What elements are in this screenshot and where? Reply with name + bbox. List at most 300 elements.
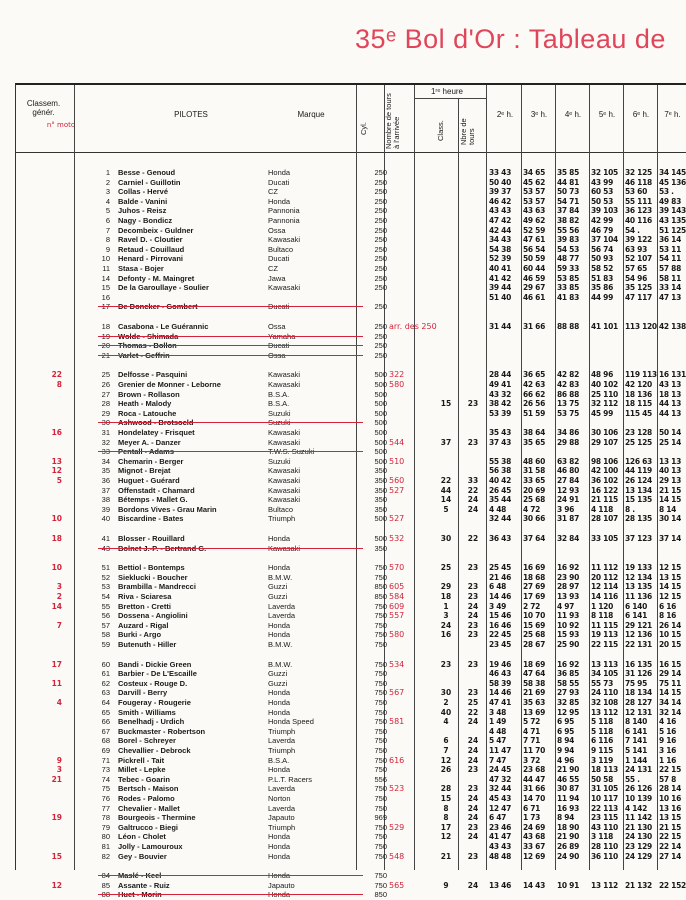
nbre-tours-cell: 23 <box>467 437 479 447</box>
hour-cell: 4 72 <box>523 504 541 514</box>
hour-cell: 28 14 <box>659 784 681 794</box>
hour-cell: 18 90 <box>557 822 579 832</box>
hour-cell: 29 121 <box>625 620 652 630</box>
table-row <box>16 889 686 900</box>
hour-cell: 12 15 <box>659 563 681 573</box>
hour-cell: 60 44 <box>523 264 545 273</box>
hour-cell: 18 136 <box>625 389 652 399</box>
moto-number-cell: 43 <box>101 543 110 553</box>
header-class: Class. <box>436 120 445 141</box>
hour-cell: 50 93 <box>591 254 613 264</box>
hour-cell: 18 68 <box>523 572 545 582</box>
hour-cell: 54 38 <box>489 244 511 254</box>
hour-cell: 16 93 <box>557 803 579 813</box>
nbre-tours-cell: 24 <box>467 495 479 505</box>
tours-cell: 523 <box>389 784 405 794</box>
marque-cell: B.M.W. <box>268 640 293 649</box>
hour-cell: 63 93 <box>625 244 647 254</box>
tours-cell: 527 <box>389 514 405 524</box>
hour-cell: 12 134 <box>625 572 652 582</box>
hour-cell: 5 16 <box>659 726 677 736</box>
hour-cell: 14 46 <box>489 688 511 698</box>
cyl-cell: 250 <box>374 341 387 351</box>
hour-cell: 10 91 <box>557 880 579 890</box>
marque-cell: Triumph <box>268 822 296 832</box>
hour-cell: 42 99 <box>591 216 613 225</box>
hour-cell: 28 127 <box>625 698 652 707</box>
pilotes-cell: Smith - Williams <box>118 707 176 717</box>
hour-cell: 4 48 <box>489 504 507 514</box>
hour-cell: 52 59 <box>523 225 545 235</box>
hour-cell: 20 69 <box>523 485 545 495</box>
moto-number-cell: 62 <box>101 678 110 688</box>
hour-cell: 36 65 <box>523 370 545 380</box>
rank-cell: 21 <box>51 774 62 784</box>
moto-number-cell: 84 <box>101 871 110 881</box>
nbre-tours-cell: 24 <box>467 717 479 727</box>
marque-cell: Honda <box>268 832 291 842</box>
hour-cell: 36 102 <box>591 476 618 485</box>
hour-cell: 49 83 <box>659 196 681 206</box>
hour-cell: 41 42 <box>489 273 511 283</box>
class-cell: 12 <box>440 832 452 842</box>
cyl-cell: 750 <box>374 572 387 582</box>
class-cell: 28 <box>440 784 452 794</box>
class-cell: 12 <box>440 755 452 765</box>
moto-number-cell: 67 <box>101 726 110 736</box>
nbre-tours-cell: 24 <box>467 794 479 803</box>
pilotes-cell: Bordons Vives - Grau Marin <box>118 504 217 514</box>
moto-number-cell: 4 <box>105 196 110 206</box>
hour-cell: 4 118 <box>591 504 613 514</box>
class-cell: 9 <box>443 880 449 890</box>
hour-cell: 11 115 <box>591 620 618 630</box>
hour-cell: 8 16 <box>659 611 677 621</box>
hour-cell: 42 83 <box>557 380 579 389</box>
moto-number-cell: 59 <box>101 640 110 649</box>
cyl-cell: 350 <box>374 476 387 485</box>
marque-cell: Guzzi <box>268 669 288 679</box>
cyl-cell: 500 <box>374 447 387 457</box>
hour-cell: 9 94 <box>557 746 575 755</box>
hour-cell: 46 42 <box>489 196 511 206</box>
tours-cell: 565 <box>389 880 405 890</box>
moto-number-cell: 79 <box>101 822 110 832</box>
marque-cell: Norton <box>268 794 291 803</box>
marque-cell: Honda <box>268 842 291 851</box>
hour-cell: 44 119 <box>625 466 652 476</box>
marque-cell: Honda <box>268 871 291 881</box>
pilotes-cell: Roca - Latouche <box>118 408 177 418</box>
hour-cell: 18 13 <box>659 389 681 399</box>
hour-cell: 13 113 <box>591 659 618 669</box>
pilotes-cell: Bettiol - Bontemps <box>118 563 185 573</box>
hour-cell: 13 46 <box>489 880 511 890</box>
hour-cell: 23 45 <box>489 640 511 649</box>
hour-cell: 33 65 <box>523 476 545 485</box>
marque-cell: Kawasaki <box>268 428 301 437</box>
nbre-tours-cell: 23 <box>467 659 479 669</box>
hour-cell: 28 135 <box>625 514 652 524</box>
hour-cell: 48 77 <box>557 254 579 264</box>
cyl-cell: 350 <box>374 543 387 553</box>
moto-number-cell: 3 <box>105 187 110 197</box>
cyl-cell: 750 <box>374 755 387 765</box>
hour-cell: 11 94 <box>557 794 579 803</box>
marque-cell: Honda <box>268 688 291 698</box>
hour-cell: 24 91 <box>557 495 579 505</box>
moto-number-cell: 33 <box>101 447 110 457</box>
hour-cell: 24 110 <box>591 688 618 698</box>
hour-cell: 37 123 <box>625 534 652 543</box>
cyl-cell: 250 <box>374 235 387 245</box>
moto-number-cell: 74 <box>101 774 110 784</box>
moto-number-cell: 35 <box>101 466 110 476</box>
pilotes-cell: Mignot - Brejat <box>118 466 171 476</box>
hour-cell: 41 83 <box>557 292 579 302</box>
hour-cell: 43 135 <box>659 216 686 225</box>
hour-cell: 56 74 <box>591 244 613 254</box>
pilotes-cell: Auzard - Rigal <box>118 620 169 630</box>
hour-cell: 10 15 <box>659 630 681 640</box>
hour-cell: 32 125 <box>625 168 652 177</box>
hour-cell: 5 72 <box>523 717 541 727</box>
hour-cell: 13 75 <box>557 399 579 409</box>
pilotes-cell: Bolnet J.-P. - Bertrand G. <box>118 543 207 553</box>
pilotes-cell: De Doncker - Gombert <box>118 302 198 312</box>
class-cell: 16 <box>440 630 452 640</box>
hour-cell: 25 110 <box>591 389 618 399</box>
pilotes-cell: Pentall - Adams <box>118 447 174 457</box>
hour-cell: 47 117 <box>625 292 652 302</box>
hour-cell: 30 106 <box>591 428 618 437</box>
pilotes-cell: Tebec - Goarin <box>118 774 170 784</box>
cyl-cell: 850 <box>374 890 387 900</box>
hour-cell: 40 13 <box>659 466 681 476</box>
hour-cell: 18 115 <box>625 399 652 409</box>
moto-number-cell: 18 <box>101 322 110 331</box>
cyl-cell: 750 <box>374 851 387 861</box>
pilotes-cell: Borel - Schreyer <box>118 736 176 746</box>
hour-cell: 38 42 <box>489 399 511 409</box>
moto-number-cell: 14 <box>101 273 110 283</box>
pilotes-cell: Benelhadj - Urdich <box>118 717 185 727</box>
hour-cell: 12 93 <box>557 485 579 495</box>
hour-cell: 55 38 <box>489 456 511 466</box>
hour-cell: 23 128 <box>625 428 652 437</box>
hour-cell: 23 115 <box>591 813 618 823</box>
cyl-cell: 750 <box>374 717 387 727</box>
hour-cell: 24 130 <box>625 832 652 842</box>
marque-cell: Honda <box>268 698 291 707</box>
header-hour-2: 2ᵉ h. <box>496 110 514 119</box>
hour-cell: 5 141 <box>625 746 647 755</box>
moto-number-cell: 81 <box>101 842 110 851</box>
pilotes-cell: Maslé - Keel <box>118 871 162 881</box>
moto-number-cell: 63 <box>101 688 110 698</box>
hour-cell: 7 47 <box>489 755 507 765</box>
hour-cell: 3 16 <box>659 746 677 755</box>
hour-cell: 41 47 <box>489 832 511 842</box>
pilotes-cell: Barbier - De L'Escaille <box>118 669 197 679</box>
hour-cell: 14 43 <box>523 880 545 890</box>
moto-number-cell: 60 <box>101 659 110 669</box>
hour-cell: 119 113 <box>625 370 657 380</box>
hour-cell: 33 85 <box>557 283 579 293</box>
cyl-cell: 250 <box>374 302 387 312</box>
hour-cell: 4 71 <box>523 726 541 736</box>
cyl-cell: 750 <box>374 620 387 630</box>
moto-number-cell: 25 <box>101 370 110 380</box>
hour-cell: 24 69 <box>523 822 545 832</box>
hour-cell: 22 14 <box>659 842 681 851</box>
hour-cell: 15 46 <box>489 611 511 621</box>
table-header <box>16 85 686 153</box>
hour-cell: 27 69 <box>523 582 545 592</box>
hour-cell: 12 114 <box>591 582 618 592</box>
hour-cell: 1 16 <box>659 755 677 765</box>
rank-cell: 10 <box>51 563 62 573</box>
hour-cell: 15 69 <box>523 620 545 630</box>
hour-cell: 43 63 <box>523 206 545 216</box>
hour-cell: 25 68 <box>523 630 545 640</box>
hour-cell: 16 122 <box>591 485 618 495</box>
hour-cell: 10 16 <box>659 794 681 803</box>
hour-cell: 11 93 <box>557 611 579 621</box>
hour-cell: 39 83 <box>557 235 579 245</box>
cyl-cell: 750 <box>374 707 387 717</box>
moto-number-cell: 31 <box>101 428 110 437</box>
pilotes-cell: Biscardine - Bates <box>118 514 184 524</box>
cyl-cell: 250 <box>374 206 387 216</box>
marque-cell: Honda <box>268 168 291 177</box>
rank-cell: 15 <box>51 851 62 861</box>
hour-cell: 40 42 <box>489 476 511 485</box>
marque-cell: Honda <box>268 196 291 206</box>
tours-cell: 616 <box>389 755 405 765</box>
moto-number-cell: 1 <box>105 168 110 177</box>
tours-cell: 580 <box>389 380 405 389</box>
hour-cell: 8 . <box>625 504 635 514</box>
hour-cell: 5 118 <box>591 726 613 736</box>
hour-cell: 56 54 <box>523 244 545 254</box>
cyl-cell: 250 <box>374 177 387 187</box>
hour-cell: 47 64 <box>523 669 545 679</box>
hour-cell: 20 15 <box>659 640 681 649</box>
hour-cell: 30 87 <box>557 784 579 794</box>
tours-cell: 609 <box>389 601 405 611</box>
hour-cell: 58 52 <box>591 264 613 273</box>
hour-cell: 6 140 <box>625 601 647 611</box>
marque-cell: Ducati <box>268 177 290 187</box>
nbre-tours-cell: 23 <box>467 851 479 861</box>
moto-number-cell: 58 <box>101 630 110 640</box>
hour-cell: 53 11 <box>659 244 681 254</box>
hour-cell: 32 84 <box>557 534 579 543</box>
marque-cell: Kawasaki <box>268 466 301 476</box>
cyl-cell: 350 <box>374 504 387 514</box>
hour-cell: 66 62 <box>523 389 545 399</box>
moto-number-cell: 65 <box>101 707 110 717</box>
hour-cell: 43 13 <box>659 380 681 389</box>
marque-cell: Honda <box>268 620 291 630</box>
hour-cell: 28 110 <box>591 842 618 851</box>
hour-cell: 19 113 <box>591 630 618 640</box>
pilotes-cell: Defonty - M. Maingret <box>118 273 195 283</box>
marque-cell: Ducati <box>268 341 290 351</box>
hour-cell: 45 62 <box>523 177 545 187</box>
hour-cell: 22 113 <box>591 803 618 813</box>
cyl-cell: 500 <box>374 428 387 437</box>
hour-cell: 21 46 <box>489 572 511 582</box>
hour-cell: 25 125 <box>625 437 652 447</box>
hour-cell: 50 73 <box>557 187 579 197</box>
hour-cell: 30 66 <box>523 514 545 524</box>
hour-cell: 18 69 <box>523 659 545 669</box>
header-no-moto: n° moto <box>46 121 76 129</box>
hour-cell: 21 132 <box>625 880 652 890</box>
marque-cell: Suzuki <box>268 418 291 428</box>
nbre-tours-cell: 23 <box>467 822 479 832</box>
moto-number-cell: 40 <box>101 514 110 524</box>
rank-cell: 10 <box>51 514 62 524</box>
hour-cell: 13 15 <box>659 813 681 823</box>
hour-cell: 8 14 <box>659 504 677 514</box>
hour-cell: 32 112 <box>591 399 618 409</box>
class-cell: 8 <box>443 813 449 823</box>
hour-cell: 31 66 <box>523 322 545 331</box>
hour-cell: 56 38 <box>489 466 511 476</box>
moto-number-cell: 16 <box>101 292 110 302</box>
nbre-tours-cell: 22 <box>467 485 479 495</box>
hour-cell: 21 15 <box>659 485 681 495</box>
tours-cell: 529 <box>389 822 405 832</box>
hour-cell: 53 . <box>659 187 674 197</box>
moto-number-cell: 85 <box>101 880 110 890</box>
moto-number-cell: 37 <box>101 485 110 495</box>
hour-cell: 53 75 <box>557 408 579 418</box>
hour-cell: 57 65 <box>625 264 647 273</box>
rank-cell: 22 <box>51 370 62 380</box>
hour-cell: 10 70 <box>523 611 545 621</box>
header-cyl: Cyl. <box>359 122 368 135</box>
hour-cell: 32 14 <box>659 707 681 717</box>
hour-cell: 32 44 <box>489 784 511 794</box>
hour-cell: 47 41 <box>489 698 511 707</box>
hour-cell: 7 141 <box>625 736 647 746</box>
class-cell: 6 <box>443 736 449 746</box>
hour-cell: 33 43 <box>489 168 511 177</box>
hour-cell: 36 85 <box>557 669 579 679</box>
marque-cell: Guzzi <box>268 592 288 601</box>
marque-cell: P.L.T. Racers <box>268 774 313 784</box>
hour-cell: 13 135 <box>625 582 652 592</box>
hour-cell: 37 43 <box>489 437 511 447</box>
marque-cell: Honda <box>268 563 291 573</box>
hour-cell: 13 134 <box>625 485 652 495</box>
class-cell: 7 <box>443 746 449 755</box>
hour-cell: 14 15 <box>659 495 681 505</box>
hour-cell: 45 43 <box>489 794 511 803</box>
cyl-cell: 750 <box>374 842 387 851</box>
hour-cell: 58 39 <box>489 678 511 688</box>
cyl-cell: 750 <box>374 611 387 621</box>
hour-cell: 22 152 <box>659 880 686 890</box>
hour-cell: 16 92 <box>557 659 579 669</box>
pilotes-cell: Millet - Lepke <box>118 765 166 775</box>
marque-cell: Guzzi <box>268 582 288 592</box>
cyl-cell: 250 <box>374 168 387 177</box>
moto-number-cell: 56 <box>101 611 110 621</box>
rank-cell: 16 <box>51 428 62 437</box>
hour-cell: 37 84 <box>557 206 579 216</box>
hour-cell: 26 124 <box>625 476 652 485</box>
tours-cell: 567 <box>389 688 405 698</box>
hour-cell: 21 90 <box>557 765 579 775</box>
hour-cell: 43 32 <box>489 389 511 399</box>
tours-cell: 605 <box>389 582 405 592</box>
tours-cell: 527 <box>389 485 405 495</box>
marque-cell: Ducati <box>268 254 290 264</box>
hour-cell: 3 49 <box>489 601 507 611</box>
marque-cell: Kawasaki <box>268 283 301 293</box>
marque-cell: Suzuki <box>268 408 291 418</box>
pilotes-cell: Retaud - Couillaud <box>118 244 185 254</box>
hour-cell: 12 95 <box>557 707 579 717</box>
cyl-cell: 500 <box>374 456 387 466</box>
class-cell: 21 <box>440 851 452 861</box>
hour-cell: 63 82 <box>557 456 579 466</box>
hour-cell: 15 93 <box>557 630 579 640</box>
moto-number-cell: 36 <box>101 476 110 485</box>
hour-cell: 21 90 <box>557 832 579 842</box>
class-cell: 14 <box>440 495 452 505</box>
moto-number-cell: 9 <box>105 244 110 254</box>
pilotes-cell: Chemarin - Berger <box>118 456 184 466</box>
hour-cell: 36 43 <box>489 534 511 543</box>
nbre-tours-cell: 24 <box>467 755 479 765</box>
hour-cell: 8 94 <box>557 813 575 823</box>
moto-number-cell: 78 <box>101 813 110 823</box>
hour-cell: 50 59 <box>523 254 545 264</box>
hour-cell: 50 58 <box>591 774 613 784</box>
pilotes-cell: Huet - Morin <box>118 890 162 900</box>
marque-cell: Laverda <box>268 601 296 611</box>
cyl-cell: 750 <box>374 678 387 688</box>
hour-cell: 6 48 <box>489 582 507 592</box>
rank-cell: 5 <box>56 476 62 485</box>
hour-cell: 16 46 <box>489 620 511 630</box>
moto-number-cell: 66 <box>101 717 110 727</box>
pilotes-cell: De la Garoullaye - Soulier <box>118 283 209 293</box>
cyl-cell: 350 <box>374 485 387 495</box>
cyl-cell: 500 <box>374 437 387 447</box>
hour-cell: 34 145 <box>659 168 686 177</box>
hour-cell: 51 59 <box>523 408 545 418</box>
hour-cell: 47 61 <box>523 235 545 245</box>
hour-cell: 14 116 <box>591 592 618 601</box>
pilotes-cell: Sieklucki - Boucher <box>118 572 188 582</box>
marque-cell: Laverda <box>268 736 296 746</box>
hour-cell: 18 134 <box>625 688 652 698</box>
moto-number-cell: 29 <box>101 408 110 418</box>
hour-cell: 3 72 <box>523 755 541 765</box>
hour-cell: 42 138 <box>659 322 686 331</box>
hour-cell: 11 47 <box>489 746 511 755</box>
cyl-cell: 250 <box>374 187 387 197</box>
moto-number-cell: 75 <box>101 784 110 794</box>
header-hour-4: 4ᵉ h. <box>564 110 582 119</box>
